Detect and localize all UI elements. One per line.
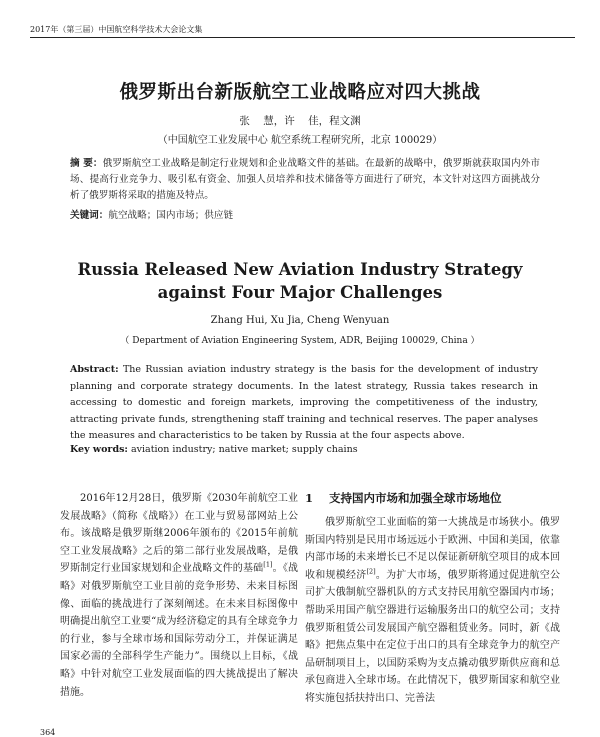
english-abstract xyxy=(70,362,538,445)
english-keywords-label: Key words: xyxy=(70,444,128,455)
english-keywords xyxy=(70,444,540,455)
body-left-column xyxy=(60,490,298,701)
section-number: 1 xyxy=(305,491,314,505)
chinese-keywords xyxy=(70,207,540,221)
page-number: 364 xyxy=(40,728,56,737)
body-right-column xyxy=(305,490,560,708)
english-abstract-label: Abstract: xyxy=(70,364,119,375)
intro-text-part2: 。《战略》对俄罗斯航空工业目前的竞争形势、未来目标图像、面临的挑战进行了深刻阐述。在未来目标图像中明确提出航空工业要“成为经济稳定的具有全球竞争力的行业，参与全球市场和国际劳动分工，并保证满足国家必需的全部科学生产能力”。围绕以上目标，《战略》中针对航空工业发展面临的四大挑战提出了解决措施。 xyxy=(60,563,299,698)
english-abstract-text: The Russian aviation industry strategy is the basis for the development of industry planning and corporate strategy documents. In the latest strategy, Russia takes research in accessing to domestic and foreign markets, improving the competitiveness of the industry, attracting private funds, strengthening staff training and technical reserves. The paper analyses the measures and characteristics to be taken by Russia at the four aspects above. xyxy=(70,364,538,442)
citation-ref: [1] xyxy=(263,561,273,570)
chinese-title: 俄罗斯出台新版航空工业战略应对四大挑战 xyxy=(119,82,481,103)
chinese-abstract-label: 摘 要： xyxy=(70,158,103,169)
english-title: Russia Released New Aviation Industry Strategy against Four Major Challenges xyxy=(77,260,523,302)
intro-text-part1: 2016年12月28日，俄罗斯《2030年前航空工业发展战略》（简称《战略》）在工业与贸易部网站上公布。该战略是俄罗斯继2006年颁布的《2015年前航空工业发展战略》之后的第二部行业发展战略，是俄罗斯制定行业国家规划和企业战略文件的基础 xyxy=(60,493,298,575)
chinese-abstract-text: 俄罗斯航空工业战略是制定行业规划和企业战略文件的基础。在最新的战略中，俄罗斯就获取国内外市场、提高行业竞争力、吸引私有资金、加强人员培养和技术储备等方面进行了研究，本文针对这四方面挑战分析了俄罗斯将采取的措施及特点。 xyxy=(70,158,541,201)
english-keywords-text: aviation industry; native market; supply chains xyxy=(127,444,358,455)
section-title: 支持国内市场和加强全球市场地位 xyxy=(329,491,502,505)
running-header: 2017年（第三届）中国航空科学技术大会论文集 xyxy=(30,25,203,34)
section-heading xyxy=(305,490,560,506)
chinese-authors: 张 慧，许 佳，程文渊 xyxy=(239,115,361,127)
section-body xyxy=(305,514,560,708)
chinese-affiliation: （中国航空工业发展中心 航空系统工程研究所，北京 100029） xyxy=(157,135,443,146)
citation-ref: [2] xyxy=(366,567,376,576)
section-text-part2: 。为扩大市场，俄罗斯将通过促进航空公司扩大俄制航空器机队的方式支持民用航空器国内市场；帮助采用国产航空器进行运输服务出口的航空公司；支持俄罗斯租赁公司发展国产航空器租赁业务。同时，新《战略》把焦点集中在定位于出口的具有全球竞争力的航空产品研制项目上，以国防采购为支点撬动俄罗斯供应商和总承包商进入全球市场。在此情况下，俄罗斯国家和航空业将实施包括扶持出口、完善法 xyxy=(305,569,561,704)
header-rule xyxy=(30,37,575,38)
english-authors: Zhang Hui, Xu Jia, Cheng Wenyuan xyxy=(210,315,390,326)
english-affiliation: （ Department of Aviation Engineering System, ADR, Beijing 100029, China ） xyxy=(120,336,480,346)
section-text-part1: 俄罗斯航空工业面临的第一大挑战是市场狭小。俄罗斯国内特别是民用市场远远小于欧洲、中国和美国，依靠内部市场的未来增长已不足以保证新研航空项目的成本回收和规模经济 xyxy=(305,517,560,581)
chinese-keywords-label: 关键词： xyxy=(70,210,109,221)
chinese-abstract xyxy=(70,156,540,204)
chinese-keywords-text: 航空战略；国内市场；供应链 xyxy=(108,210,234,221)
